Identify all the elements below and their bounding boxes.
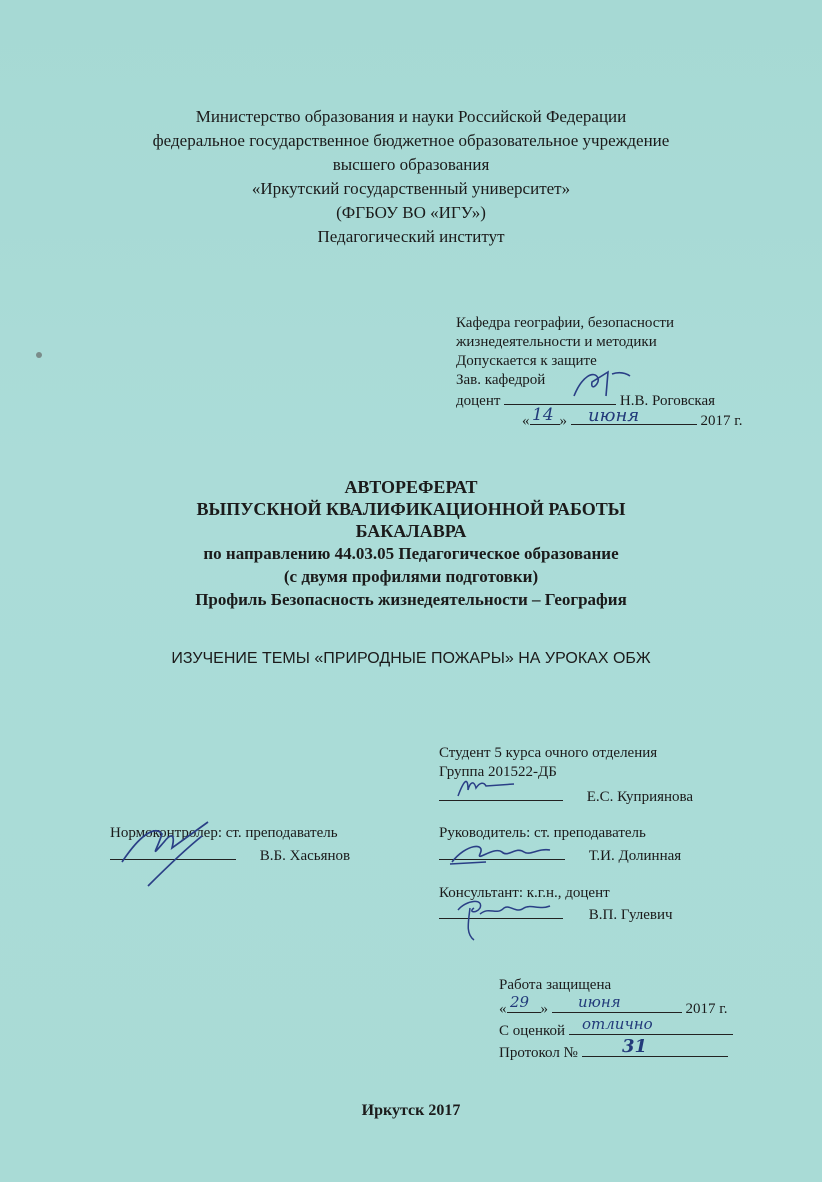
admit-label: Допускается к защите — [456, 353, 597, 369]
institution-type-line: федеральное государственное бюджетное образовательное учреждение — [152, 131, 670, 150]
document-type-title: АВТОРЕФЕРАТ — [344, 477, 478, 497]
grade-handwritten: отлично — [582, 1015, 653, 1033]
approval-month-handwritten: июня — [588, 405, 640, 426]
university-name: «Иркутский государственный университет» — [251, 179, 571, 198]
approval-day-handwritten: 14 — [532, 405, 554, 425]
protocol-line — [499, 1042, 728, 1063]
defense-month-handwritten: июня — [578, 993, 621, 1011]
paper-speck — [36, 352, 42, 358]
defense-year: 2017 г. — [685, 1001, 728, 1017]
profile-name-line: Профиль Безопасность жизнедеятельности – География — [195, 590, 627, 609]
student-course-label: Студент 5 курса очного отделения — [439, 745, 658, 761]
consultant-signature-icon — [450, 894, 560, 946]
approval-year: 2017 г. — [700, 413, 743, 429]
institute-name: Педагогический институт — [317, 227, 505, 246]
student-name: Е.С. Куприянова — [586, 789, 694, 805]
protocol-rule — [582, 1042, 728, 1057]
protocol-number-handwritten: 31 — [622, 1036, 648, 1057]
supervisor-label: Руководитель: ст. преподаватель — [439, 825, 646, 841]
consultant-label: Консультант: к.г.н., доцент — [439, 885, 610, 901]
approval-date: « » 2017 г. — [522, 410, 742, 431]
education-level-line: высшего образования — [332, 155, 490, 174]
head-name: Н.В. Роговская — [619, 393, 716, 409]
supervisor-signature-icon — [446, 838, 556, 868]
head-signature-icon — [568, 366, 638, 402]
student-group: Группа 201522-ДБ — [439, 764, 557, 780]
profiles-line: (с двумя профилями подготовки) — [283, 567, 539, 586]
defense-day-handwritten: 29 — [510, 993, 530, 1011]
city-year: Иркутск 2017 — [361, 1102, 461, 1119]
ministry-line: Министерство образования и науки Российской Федерации — [195, 107, 627, 126]
normocontrol-label: Нормоконтролер: ст. преподаватель — [110, 825, 338, 841]
department-line-2: жизнедеятельности и методики — [456, 334, 657, 350]
degree-title: БАКАЛАВРА — [355, 521, 467, 541]
head-label: Зав. кафедрой — [456, 372, 546, 388]
protocol-label: Протокол № — [499, 1045, 578, 1061]
defense-label: Работа защищена — [499, 977, 612, 993]
head-position: доцент — [456, 393, 501, 409]
normocontrol-signature-icon — [112, 812, 222, 892]
work-type-title: ВЫПУСКНОЙ КВАЛИФИКАЦИОННОЙ РАБОТЫ — [196, 499, 626, 519]
direction-line: по направлению 44.03.05 Педагогическое образование — [203, 544, 619, 563]
student-signature-icon — [454, 772, 524, 802]
normocontrol-name: В.Б. Хасьянов — [259, 848, 351, 864]
university-abbrev: (ФГБОУ ВО «ИГУ») — [336, 203, 486, 222]
thesis-topic: ИЗУЧЕНИЕ ТЕМЫ «ПРИРОДНЫЕ ПОЖАРЫ» НА УРОКАХ ОБЖ — [171, 650, 651, 667]
department-line-1: Кафедра географии, безопасности — [456, 315, 674, 331]
defense-date: « » 2017 г. — [499, 998, 727, 1019]
grade-label: С оценкой — [499, 1023, 566, 1039]
consultant-name: В.П. Гулевич — [588, 907, 673, 923]
supervisor-name: Т.И. Долинная — [588, 848, 682, 864]
